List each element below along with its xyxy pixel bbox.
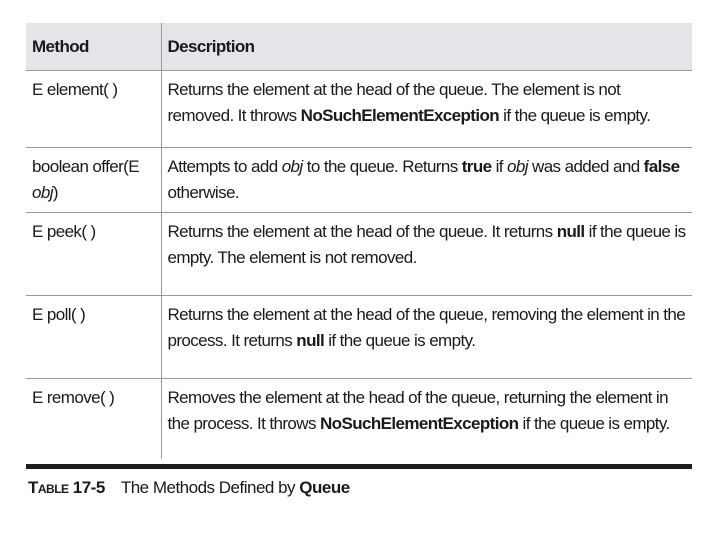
table-row [26, 379, 692, 460]
caption-class-name: Queue [299, 478, 350, 497]
method-cell [26, 148, 161, 213]
text-run: E remove( ) [32, 388, 115, 407]
text-run: to the queue. Returns [302, 157, 462, 176]
italic-run: obj [507, 157, 528, 176]
table-bottom-rule [26, 464, 692, 469]
text-run: was added and [527, 157, 644, 176]
description-cell [161, 379, 692, 460]
description-cell [161, 71, 692, 148]
text-run: if the queue is empty. The element is not removed. [167, 222, 686, 267]
bold-run: false [643, 157, 680, 176]
caption-label: Table 17-5 [28, 478, 105, 497]
text-run: if the queue is empty. [324, 331, 476, 350]
bold-run: NoSuchElementException [320, 414, 519, 433]
method-cell [26, 213, 161, 296]
methods-table-container [26, 23, 692, 459]
text-run: if [491, 157, 508, 176]
bold-run: true [461, 157, 492, 176]
method-cell [26, 379, 161, 460]
italic-run: obj [281, 157, 303, 176]
method-cell [26, 296, 161, 379]
text-run: E element( ) [32, 80, 118, 99]
description-cell [161, 296, 692, 379]
text-run: E poll( ) [32, 305, 86, 324]
text-run: Returns the element at the head of the queue. It returns [167, 222, 557, 241]
text-run: Attempts to add [167, 157, 282, 176]
queue-methods-table [26, 23, 692, 459]
text-run: E peek( ) [32, 222, 96, 241]
table-row [26, 148, 692, 213]
description-cell [161, 148, 692, 213]
table-row [26, 296, 692, 379]
text-run: otherwise. [167, 183, 239, 202]
text-run: Returns the element at the head of the queue. The element is not removed. It throws [167, 80, 621, 125]
text-run: Returns the element at the head of the queue, removing the element in the process. It returns [167, 305, 686, 350]
text-run: ) [52, 183, 58, 202]
table-row [26, 71, 692, 148]
bold-run: NoSuchElementException [300, 106, 500, 125]
text-run: Removes the element at the head of the queue, returning the element in the process. It throws [167, 388, 668, 433]
text-run: if the queue is empty. [518, 414, 670, 433]
italic-run: obj [32, 183, 53, 202]
description-column-header: Description [161, 23, 692, 71]
description-cell [161, 213, 692, 296]
text-run: boolean offer(E [32, 157, 139, 176]
table-header-row [26, 23, 692, 71]
table-row [26, 213, 692, 296]
bold-run: null [296, 331, 325, 350]
bold-run: null [556, 222, 585, 241]
text-run: if the queue is empty. [499, 106, 651, 125]
caption-text: The Methods Defined by [120, 478, 300, 497]
method-cell [26, 71, 161, 148]
method-column-header: Method [26, 23, 161, 71]
table-caption [28, 478, 350, 498]
